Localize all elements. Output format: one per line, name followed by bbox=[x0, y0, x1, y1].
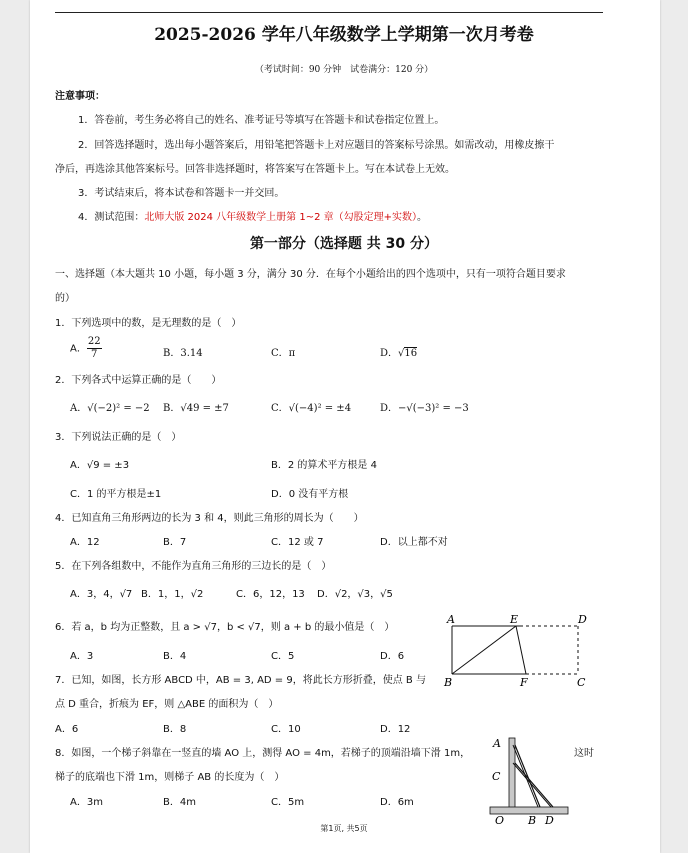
q8-option-a: A．3m bbox=[70, 797, 103, 808]
instructions-line-1: 一、选择题（本大题共 10 小题，每小题 3 分，满分 30 分．在每个小题给出的四个选项中，只有一项符合题目要求 bbox=[55, 269, 566, 280]
q8-stem-line-1: 8．如图，一个梯子斜靠在一竖直的墙 AO 上，测得 AO = 4m，若梯子的顶端沿墙下滑 1m， bbox=[55, 748, 471, 759]
q7-option-d: D．12 bbox=[380, 724, 411, 735]
q8-stem-tail: 这时 bbox=[574, 748, 594, 759]
q2-option-c: C．√(−4)² = ±4 bbox=[271, 403, 352, 414]
exam-subtitle: （考试时间：90 分钟 试卷满分：120 分） bbox=[254, 65, 434, 75]
q3-stem: 3．下列说法正确的是（ ） bbox=[55, 432, 182, 443]
exam-page bbox=[30, 0, 660, 853]
q5-option-a: A．3，4，√7 bbox=[70, 589, 133, 600]
q8-stem-line-2: 梯子的底端也下滑 1m，则梯子 AB 的长度为（ ） bbox=[55, 772, 285, 783]
q6-option-c: C．5 bbox=[271, 651, 295, 662]
q5-option-d: D．√2，√3，√5 bbox=[317, 589, 393, 600]
q7-stem-line-1: 7．已知，如图，长方形 ABCD 中，AB = 3, AD = 9，将此长方形折叠，使点 B 与 bbox=[55, 675, 426, 686]
notes-heading: 注意事项： bbox=[55, 91, 105, 102]
page-footer: 第1页, 共5页 bbox=[320, 824, 368, 833]
q5-stem: 5．在下列各组数中，不能作为直角三角形的三边长的是（ ） bbox=[55, 561, 332, 572]
q3-option-d: D．0 没有平方根 bbox=[271, 489, 349, 500]
q2-stem: 2．下列各式中运算正确的是（ ） bbox=[55, 375, 222, 386]
q7-stem-line-2: 点 D 重合，折痕为 EF，则 △ABE 的面积为（ ） bbox=[55, 699, 279, 710]
fig7-label-a: A bbox=[447, 613, 455, 626]
q3-option-c: C．1 的平方根是±1 bbox=[70, 489, 162, 500]
q1-a-label: A． bbox=[70, 343, 87, 355]
note-4 bbox=[78, 208, 427, 223]
fig8-label-b: B bbox=[528, 814, 537, 827]
note-2b: 净后，再选涂其他答案标号。回答非选择题时，将答案写在答题卡上。写在本试卷上无效。 bbox=[55, 164, 455, 175]
q1-option-b: B．3.14 bbox=[163, 348, 203, 359]
q1-option-c: C．π bbox=[271, 348, 296, 359]
q8-ladder-figure bbox=[485, 733, 580, 828]
note-1: 1．答卷前，考生务必将自己的姓名、准考证号等填写在答题卡和试卷指定位置上。 bbox=[78, 115, 445, 126]
header-rule bbox=[55, 12, 603, 13]
fig8-label-a: A bbox=[493, 737, 501, 750]
q1-a-numerator: 22 bbox=[87, 336, 101, 347]
fig7-label-d: D bbox=[578, 613, 587, 626]
fig8-label-d: D bbox=[545, 814, 554, 827]
fig7-label-e: E bbox=[510, 613, 519, 626]
q2-option-d: D．−√(−3)² = −3 bbox=[380, 403, 469, 414]
note-2a: 2．回答选择题时，选出每小题答案后，用铅笔把答题卡上对应题目的答案标号涂黑。如需改动，用橡皮擦干 bbox=[78, 140, 555, 151]
exam-title: 2025-2026 学年八年级数学上学期第一次月考卷 bbox=[154, 25, 534, 45]
q7-rectangle-figure bbox=[440, 612, 595, 690]
q6-option-d: D．6 bbox=[380, 651, 405, 662]
fig7-label-b: B bbox=[444, 676, 453, 689]
q1-d-radicand: 16 bbox=[404, 348, 418, 359]
q6-option-a: A．3 bbox=[70, 651, 94, 662]
q5-option-c: C．6，12，13 bbox=[236, 589, 305, 600]
q1-d-label: D． bbox=[380, 348, 399, 359]
note-4-prefix: 4．测试范围： bbox=[78, 212, 145, 223]
q4-option-a: A．12 bbox=[70, 537, 100, 548]
q2-option-b: B．√49 = ±7 bbox=[163, 403, 229, 414]
q4-option-b: B．7 bbox=[163, 537, 187, 548]
note-4-scope: 北师大版 2024 八年级数学上册第 1~2 章（勾股定理+实数） bbox=[144, 212, 418, 223]
fig8-label-c: C bbox=[492, 770, 501, 783]
q7-option-a: A．6 bbox=[55, 724, 79, 735]
q4-option-c: C．12 或 7 bbox=[271, 537, 324, 548]
q3-option-b: B．2 的算术平方根是 4 bbox=[271, 460, 377, 471]
q8-option-b: B．4m bbox=[163, 797, 196, 808]
q4-stem: 4．已知直角三角形两边的长为 3 和 4，则此三角形的周长为（ ） bbox=[55, 513, 364, 524]
q1-option-d bbox=[380, 344, 417, 359]
q1-option-a bbox=[70, 336, 102, 361]
q6-option-b: B．4 bbox=[163, 651, 187, 662]
sqrt-icon: √ bbox=[398, 348, 405, 359]
q1-a-denominator: 7 bbox=[91, 349, 98, 360]
fig7-label-f: F bbox=[520, 676, 528, 689]
note-3: 3．考试结束后，将本试卷和答题卡一并交回。 bbox=[78, 188, 285, 199]
fig8-label-o: O bbox=[495, 814, 505, 827]
q8-option-c: C．5m bbox=[271, 797, 305, 808]
q1-stem: 1．下列选项中的数，是无理数的是（ ） bbox=[55, 318, 242, 329]
fig7-label-c: C bbox=[577, 676, 586, 689]
q1-a-fraction bbox=[87, 336, 102, 361]
note-4-suffix: 。 bbox=[417, 212, 428, 223]
section-title: 第一部分（选择题 共 30 分） bbox=[249, 236, 439, 252]
q2-option-a: A．√(−2)² = −2 bbox=[70, 403, 150, 414]
q7-option-b: B．8 bbox=[163, 724, 187, 735]
instructions-line-2: 的） bbox=[55, 293, 75, 304]
q5-option-b: B．1，1，√2 bbox=[141, 589, 204, 600]
q8-option-d: D．6m bbox=[380, 797, 414, 808]
q6-stem: 6．若 a，b 均为正整数，且 a > √7，b < √7，则 a + b 的最小值是（ ） bbox=[55, 622, 395, 633]
q3-option-a: A．√9 = ±3 bbox=[70, 460, 130, 471]
q4-option-d: D．以上都不对 bbox=[380, 537, 448, 548]
q7-option-c: C．10 bbox=[271, 724, 301, 735]
